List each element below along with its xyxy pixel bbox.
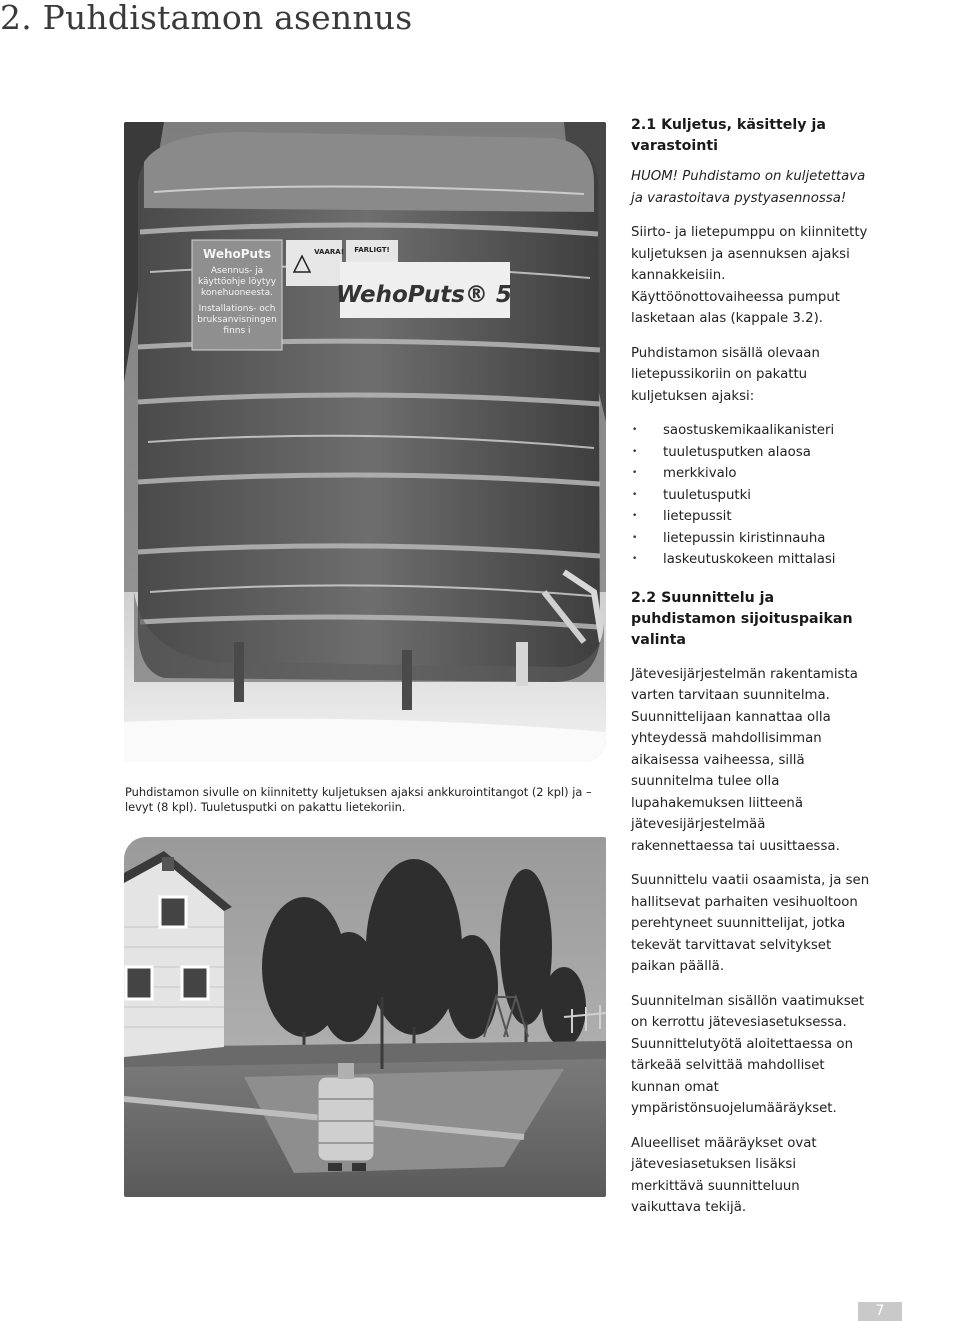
list-item: • saostuskemikaalikanisteri [631, 420, 871, 442]
label-line-3: konehuoneesta. [201, 288, 273, 298]
warning-label-2: FARLIGT! [354, 246, 390, 254]
chapter-title: 2. Puhdistamon asennus [0, 0, 413, 37]
label-line-4: Installations- och [198, 304, 276, 314]
warning-label-1: VAARA! [314, 248, 344, 256]
planning-paragraph-3: Suunnitelman sisällön vaatimukset on kerrottu jätevesiasetuksessa. Suunnittelutyötä aloitettaessa on tärkeää selvittää mahdolliset kunnan omat ympäristönsuojelumääräykset. [631, 993, 865, 1116]
label-line-5: bruksanvisningen [197, 315, 277, 325]
planning-paragraph-4: Alueelliset määräykset ovat jätevesiasetuksen lisäksi merkittävä suunnitteluun vaikuttava tekijä. [631, 1135, 817, 1215]
list-item: • laskeutuskokeen mittalasi [631, 549, 871, 571]
packed-items-intro: Puhdistamon sisällä olevaan lietepussikoriin on pakattu kuljetuksen ajaksi: [631, 345, 820, 404]
packed-items-list [631, 420, 871, 571]
list-item: • lietepussit [631, 506, 871, 528]
label-line-2: käyttöohje löytyy [197, 277, 277, 287]
wrapped-tank-photo [124, 122, 606, 762]
section-heading-2-1: 2.1 Kuljetus, käsittely ja varastointi [631, 117, 826, 154]
text-column [631, 115, 871, 1219]
pump-paragraph: Siirto- ja lietepumppu on kiinnitetty kuljetuksen ja asennuksen ajaksi kannakkeisiin. Käyttöönottovaiheessa pumput lasketaan alas (kappale 3.2). [631, 225, 868, 326]
photo-caption: Puhdistamon sivulle on kiinnitetty kuljetuksen ajaksi ankkurointitangot (2 kpl) ja –levyt (8 kpl). Tuuletusputki on pakattu lietekoriin. [125, 785, 592, 814]
brand-label: WehoPuts® 5 [336, 282, 512, 308]
list-item: • tuuletusputki [631, 485, 871, 507]
label-brand-small: WehoPuts [203, 247, 271, 261]
label-line-6: finns i [223, 326, 251, 336]
section-heading-2-2: 2.2 Suunnittelu ja puhdistamon sijoituspaikan valinta [631, 589, 853, 648]
list-item: • tuuletusputken alaosa [631, 442, 871, 464]
transport-note: HUOM! Puhdistamo on kuljetettava ja varastoitava pystyasennossa! [631, 169, 866, 206]
page-number: 7 [858, 1302, 902, 1321]
installation-rendering [124, 837, 606, 1197]
planning-paragraph-2: Suunnittelu vaatii osaamista, ja sen hallitsevat parhaiten vesihuoltoon perehtyneet suunnittelijat, jotka tekevät tarvittavat selvitykset paikan päällä. [631, 873, 870, 974]
label-line-1: Asennus- ja [210, 266, 264, 276]
list-item: • merkkivalo [631, 463, 871, 485]
list-item: • lietepussin kiristinnauha [631, 528, 871, 550]
planning-paragraph-1: Jätevesijärjestelmän rakentamista varten tarvitaan suunnitelma. Suunnittelijaan kannattaa olla yhteydessä mahdollisimman aikaisessa vaiheessa, sillä suunnitelma tulee olla lupahakemuksen liitteenä jätevesijärjestelmää rakennettaessa tai uusittaessa. [631, 666, 858, 854]
